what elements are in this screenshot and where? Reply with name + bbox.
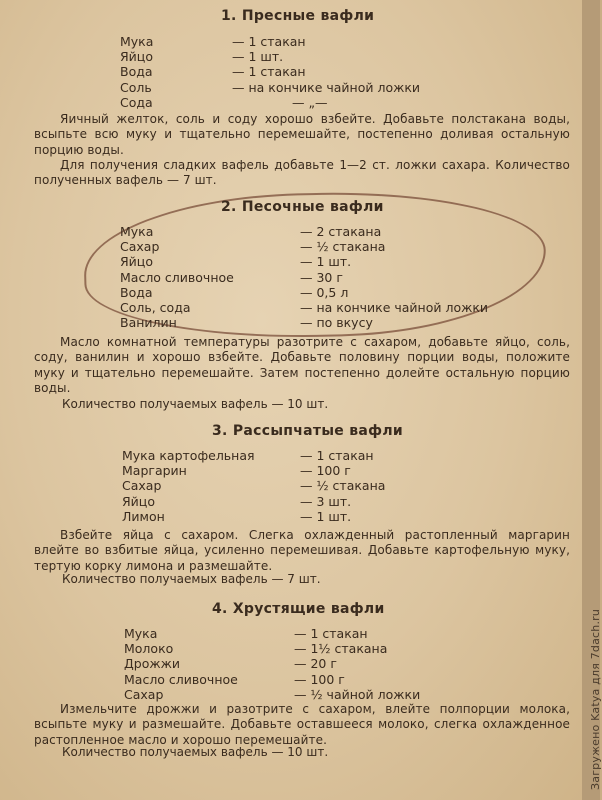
ingredient-name: Вода: [120, 64, 153, 80]
instructions-paragraph: Взбейте яйца с сахаром. Слегка охлажденный растопленный маргарин влейте во взбитые яйца, усиленно перемешивая. Добавьте картофельную муку, тертую корку лимона и размешайте.: [34, 528, 570, 573]
ingredient-row: [120, 80, 420, 95]
ingredient-row: [120, 64, 420, 79]
ingredient-row: [124, 626, 420, 641]
ingredient-row: [120, 270, 488, 285]
ingredient-row: [120, 239, 488, 254]
ingredient-amount: — 100 г: [294, 671, 345, 687]
ingredient-name: Мука: [120, 224, 154, 239]
ingredient-name: Соль: [120, 79, 152, 95]
ingredient-amount: — 3 шт.: [300, 493, 352, 509]
ingredient-row: [124, 641, 420, 656]
ingredient-amount: — 1 шт.: [300, 254, 352, 270]
ingredient-name: Соль, сода: [120, 300, 191, 316]
ingredient-amount: — 30 г: [300, 269, 343, 285]
ingredient-name: Яйцо: [120, 254, 153, 270]
ingredient-row: [122, 463, 385, 478]
recipe-title: 4. Хрустящие вафли: [212, 601, 385, 617]
ingredient-amount: — „—: [292, 94, 328, 110]
ingredient-list: [120, 34, 420, 110]
ingredient-amount: — на кончике чайной ложки: [300, 300, 489, 316]
ingredient-row: [120, 34, 420, 49]
ingredient-name: Дрожжи: [124, 656, 180, 672]
instructions-paragraph: Измельчите дрожжи и разотрите с сахаром, влейте полпорции молока, всыпьте муку и размешайте. Добавьте оставшееся молоко, слегка охлажденное растопленное масло и хорошо перемешайте.: [34, 702, 570, 747]
ingredient-row: [120, 224, 488, 239]
ingredient-name: Лимон: [122, 508, 165, 524]
ingredient-amount: — 1½ стакана: [294, 641, 388, 657]
ingredient-name: Сахар: [120, 239, 160, 255]
ingredient-name: Мука картофельная: [122, 448, 255, 463]
yield-line: Количество получаемых вафель — 10 шт.: [62, 397, 329, 411]
ingredient-amount: — по вкусу: [300, 315, 373, 331]
ingredient-name: Вода: [120, 284, 153, 300]
ingredient-name: Яйцо: [120, 49, 153, 65]
ingredient-amount: — 1 стакан: [232, 34, 306, 49]
ingredient-name: Сахар: [124, 686, 164, 702]
ingredient-row: [120, 285, 488, 300]
ingredient-list: [120, 224, 488, 330]
ingredient-name: Мука: [124, 626, 158, 641]
ingredient-amount: — 1 шт.: [232, 49, 284, 65]
ingredient-name: Масло сливочное: [120, 269, 234, 285]
ingredient-name: Яйцо: [122, 493, 155, 509]
ingredient-list: [122, 448, 385, 524]
ingredient-row: [122, 448, 385, 463]
ingredient-name: Мука: [120, 34, 154, 49]
ingredient-row: [122, 494, 385, 509]
ingredient-row: [120, 49, 420, 64]
ingredient-row: [124, 656, 420, 671]
ingredient-amount: — 1 стакан: [232, 64, 306, 80]
ingredient-row: [120, 95, 420, 110]
ingredient-row: [120, 315, 488, 330]
instructions-paragraph: Для получения сладких вафель добавьте 1—2 ст. ложки сахара. Количество полученных вафель — 7 шт.: [34, 158, 570, 188]
ingredient-name: Масло сливочное: [124, 671, 238, 687]
recipe-title: 1. Пресные вафли: [221, 8, 375, 24]
ingredient-amount: — ½ стакана: [300, 239, 386, 255]
ingredient-amount: — ½ чайной ложки: [294, 686, 421, 702]
ingredient-name: Маргарин: [122, 463, 187, 479]
ingredient-row: [124, 672, 420, 687]
ingredient-row: [122, 509, 385, 524]
ingredient-name: Сахар: [122, 478, 162, 494]
ingredient-amount: — 1 шт.: [300, 508, 352, 524]
ingredient-name: Молоко: [124, 641, 174, 657]
ingredient-amount: — 1 стакан: [300, 448, 374, 463]
ingredient-row: [120, 300, 488, 315]
recipe-title: 3. Рассыпчатые вафли: [212, 423, 404, 439]
ingredient-row: [124, 687, 420, 702]
ingredient-amount: — 100 г: [300, 463, 351, 479]
ingredient-amount: — 1 стакан: [294, 626, 368, 641]
instructions-paragraph: Яичный желток, соль и соду хорошо взбейте. Добавьте полстакана воды, всыпьте всю муку и тщательно перемешайте, постепенно доливая остальную порцию воды.: [34, 112, 570, 157]
ingredient-name: Ванилин: [120, 315, 177, 331]
watermark: Загружено Katya для 7dach.ru: [589, 608, 602, 790]
ingredient-row: [120, 254, 488, 269]
yield-line: Количество получаемых вафель — 10 шт.: [62, 745, 329, 759]
recipe-title: 2. Песочные вафли: [221, 199, 384, 215]
ingredient-amount: — 2 стакана: [300, 224, 382, 239]
ingredient-amount: — ½ стакана: [300, 478, 386, 494]
ingredient-list: [124, 626, 420, 702]
ingredient-amount: — на кончике чайной ложки: [232, 79, 421, 95]
ingredient-amount: — 20 г: [294, 656, 337, 672]
ingredient-name: Сода: [120, 94, 153, 110]
instructions-paragraph: Масло комнатной температуры разотрите с сахаром, добавьте яйцо, соль, соду, ванилин и хорошо взбейте. Добавьте половину порции воды, положите муку и тщательно перемешайте. Затем постепенно долейте остальную порцию воды.: [34, 335, 570, 395]
ingredient-row: [122, 478, 385, 493]
ingredient-amount: — 0,5 л: [300, 284, 349, 300]
yield-line: Количество получаемых вафель — 7 шт.: [62, 572, 321, 586]
